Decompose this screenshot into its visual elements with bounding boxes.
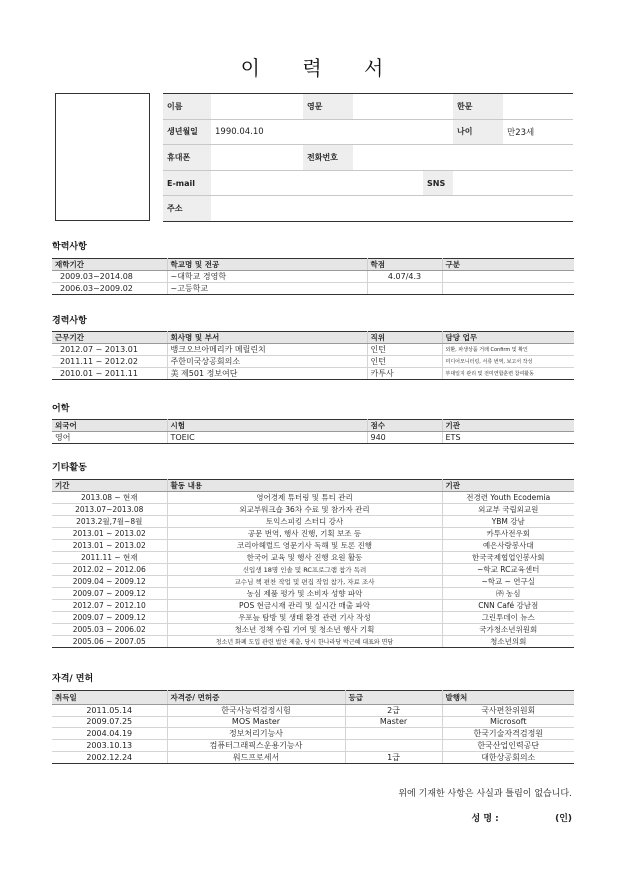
career-duty: 부대일지 관리 및 전미연합훈련 참여활동	[442, 368, 574, 380]
license-grade: 1급	[345, 751, 442, 763]
declaration-text: 위에 기재한 사항은 사실과 틀림이 없습니다.	[398, 789, 572, 799]
license-grade	[345, 739, 442, 751]
table-row	[52, 528, 574, 540]
table-row	[52, 344, 574, 356]
col-header: 발행처	[442, 691, 574, 705]
language-heading: 어학	[52, 404, 70, 414]
info-row-birth	[163, 119, 573, 145]
language-score: 940	[367, 432, 442, 444]
phone-value	[353, 145, 573, 171]
license-issuer: 한국산업인력공단	[442, 739, 574, 751]
table-row	[52, 540, 574, 552]
license-issuer: Microsoft	[442, 717, 574, 728]
activity-content: 신입생 18명 인솔 및 RC프로그램 참가 독려	[167, 564, 442, 576]
mobile-label: 휴대폰	[163, 145, 211, 171]
info-row-email	[163, 170, 573, 196]
activity-agency: 전경련 Youth Ecodemia	[442, 492, 574, 504]
age-label: 나이	[453, 119, 503, 145]
table-row	[52, 283, 574, 295]
license-date: 2004.04.19	[52, 727, 167, 739]
sns-value	[453, 170, 573, 196]
activity-content: 공문 번역, 행사 진행, 기획 보조 등	[167, 528, 442, 540]
activity-period: 2011.11 ~ 현재	[52, 552, 167, 564]
education-period: 2009.03~2014.08	[52, 271, 167, 283]
phone-label: 전화번호	[303, 145, 353, 171]
table-row	[52, 552, 574, 564]
table-row	[52, 356, 574, 368]
education-period: 2006.03~2009.02	[52, 283, 167, 295]
table-row	[52, 717, 574, 728]
education-table	[52, 258, 574, 295]
education-header-row	[52, 259, 574, 271]
activity-agency: 예은사랑봉사대	[442, 540, 574, 552]
table-row	[52, 576, 574, 588]
license-name: 한국사능력검정시험	[167, 705, 345, 717]
licenses-header-row	[52, 691, 574, 705]
career-table	[52, 331, 574, 380]
career-header-row	[52, 332, 574, 344]
career-position: 카투사	[367, 368, 442, 380]
activity-period: 2013.08 ~ 현재	[52, 492, 167, 504]
license-issuer: 한국기술자격검정원	[442, 727, 574, 739]
seal-mark: (인)	[555, 814, 572, 824]
career-company: 주한미국상공회의소	[167, 356, 367, 368]
licenses-table	[52, 690, 574, 764]
activity-agency: 그린투데이 뉴스	[442, 612, 574, 624]
license-name: 컴퓨터그래픽스운용기능사	[167, 739, 345, 751]
address-label: 주소	[163, 196, 211, 222]
language-table	[52, 419, 574, 444]
education-gpa: 4.07/4.3	[367, 271, 442, 283]
col-header: 근무기간	[52, 332, 167, 344]
license-grade: Master	[345, 717, 442, 728]
activity-agency: 국가청소년위원회	[442, 624, 574, 636]
col-header: 직위	[367, 332, 442, 344]
table-row	[52, 588, 574, 600]
license-date: 2002.12.24	[52, 751, 167, 763]
career-period: 2011.11 ~ 2012.02	[52, 356, 167, 368]
license-name: 워드프로세서	[167, 751, 345, 763]
table-row	[52, 368, 574, 380]
col-header: 취득일	[52, 691, 167, 705]
activity-agency: ~학교 RC교육센터	[442, 564, 574, 576]
activity-period: 2005.03 ~ 2006.02	[52, 624, 167, 636]
signature-line	[400, 811, 572, 824]
activities-table	[52, 479, 574, 648]
email-value	[211, 170, 423, 196]
career-period: 2012.07 ~ 2013.01	[52, 344, 167, 356]
activity-content: 농심 제품 평가 및 소비자 성향 파악	[167, 588, 442, 600]
activity-content: 코리아헤럴드 영문기사 독해 및 토론 진행	[167, 540, 442, 552]
activity-agency: 외교부 국립외교원	[442, 504, 574, 516]
table-row	[52, 612, 574, 624]
career-company: 뱅크오브아메리카 메릴린치	[167, 344, 367, 356]
activity-period: 2013.01 ~ 2013.02	[52, 528, 167, 540]
license-grade: 2급	[345, 705, 442, 717]
english-name-value	[353, 94, 453, 120]
activity-agency: ㈜ 농심	[442, 588, 574, 600]
education-heading: 학력사항	[52, 242, 87, 252]
activity-agency: 한국국제협업인봉사회	[442, 552, 574, 564]
licenses-heading: 자격/ 면허	[52, 674, 94, 684]
education-school: ~대학교 경영학	[167, 271, 367, 283]
name-value	[211, 94, 303, 120]
sns-label: SNS	[423, 170, 453, 196]
license-name: MOS Master	[167, 717, 345, 728]
license-date: 2011.05.14	[52, 705, 167, 717]
table-row	[52, 492, 574, 504]
license-name: 정보처리기능사	[167, 727, 345, 739]
name-label: 이름	[163, 94, 211, 120]
career-heading: 경력사항	[52, 316, 87, 326]
activities-header-row	[52, 480, 574, 492]
col-header: 점수	[367, 420, 442, 432]
table-row	[52, 636, 574, 648]
activity-agency: ~학교 ~ 연구실	[442, 576, 574, 588]
education-type	[442, 283, 574, 295]
table-row	[52, 600, 574, 612]
activity-period: 2005.06 ~ 2007.05	[52, 636, 167, 648]
col-header: 외국어	[52, 420, 167, 432]
language-agency: ETS	[442, 432, 574, 444]
mobile-value	[211, 145, 303, 171]
col-header: 활동 내용	[167, 480, 442, 492]
activity-period: 2013.01 ~ 2013.02	[52, 540, 167, 552]
info-row-phone	[163, 145, 573, 171]
activity-period: 2009.04 ~ 2009.12	[52, 576, 167, 588]
activity-agency: 청소년의회	[442, 636, 574, 648]
col-header: 재학기간	[52, 259, 167, 271]
table-row	[52, 739, 574, 751]
career-company: 美 제501 정보여단	[167, 368, 367, 380]
license-grade	[345, 727, 442, 739]
col-header: 담당 업무	[442, 332, 574, 344]
activity-content: 영어경제 튜터링 및 튜티 관리	[167, 492, 442, 504]
hanja-name-label: 한문	[453, 94, 503, 120]
col-header: 학점	[367, 259, 442, 271]
activity-agency: CNN Café 강남점	[442, 600, 574, 612]
career-duty: 미디어모니터링, 서류 번역, 보고서 작성	[442, 356, 574, 368]
table-row	[52, 705, 574, 717]
col-header: 회사명 및 부서	[167, 332, 367, 344]
language-header-row	[52, 420, 574, 432]
activity-content: 우포늪 탐방 및 생태 환경 관련 기사 작성	[167, 612, 442, 624]
activity-period: 2009.07 ~ 2009.12	[52, 612, 167, 624]
activity-agency: 카투사전우회	[442, 528, 574, 540]
activity-content: POS 현금시재 관리 및 실시간 매출 파악	[167, 600, 442, 612]
table-row	[52, 751, 574, 763]
license-date: 2003.10.13	[52, 739, 167, 751]
activity-period: 2012.02 ~ 2012.06	[52, 564, 167, 576]
table-row	[52, 624, 574, 636]
birth-value: 1990.04.10	[211, 119, 453, 145]
table-row	[52, 432, 574, 444]
col-header: 시험	[167, 420, 367, 432]
activity-period: 2009.07 ~ 2009.12	[52, 588, 167, 600]
info-row-address	[163, 196, 573, 222]
col-header: 기관	[442, 420, 574, 432]
table-row	[52, 271, 574, 283]
career-period: 2010.01 ~ 2011.11	[52, 368, 167, 380]
col-header: 자격증/ 면허증	[167, 691, 345, 705]
license-issuer: 국사편찬위원회	[442, 705, 574, 717]
info-row-name	[163, 94, 573, 120]
birth-label: 생년월일	[163, 119, 211, 145]
activity-content: 청소년 화폐 도입 관련 법안 제출, 당시 한나라당 박근혜 대표와 면담	[167, 636, 442, 648]
activities-heading: 기타활동	[52, 463, 87, 473]
hanja-name-value	[503, 94, 573, 120]
language-name: 영어	[52, 432, 167, 444]
license-date: 2009.07.25	[52, 717, 167, 728]
col-header: 학교명 및 전공	[167, 259, 367, 271]
photo-box	[55, 93, 150, 221]
activity-content: 토익스피킹 스터디 강사	[167, 516, 442, 528]
col-header: 기관	[442, 480, 574, 492]
activity-agency: YBM 강남	[442, 516, 574, 528]
education-school: ~고등학교	[167, 283, 367, 295]
activity-period: 2013.07~2013.08	[52, 504, 167, 516]
education-type	[442, 271, 574, 283]
basic-info-table	[163, 93, 573, 222]
col-header: 등급	[345, 691, 442, 705]
signature-label: 성 명 :	[471, 814, 499, 824]
education-gpa	[367, 283, 442, 295]
activity-content: 한국어 교육 및 행사 진행 요원 활동	[167, 552, 442, 564]
col-header: 구분	[442, 259, 574, 271]
activity-content: 청소년 정책 수립 기여 및 청소년 행사 기획	[167, 624, 442, 636]
col-header: 기간	[52, 480, 167, 492]
table-row	[52, 727, 574, 739]
activity-period: 2012.07 ~ 2012.10	[52, 600, 167, 612]
table-row	[52, 504, 574, 516]
address-value	[211, 196, 573, 222]
email-label: E-mail	[163, 170, 211, 196]
career-position: 인턴	[367, 344, 442, 356]
document-title: 이 력 서	[240, 56, 402, 80]
career-position: 인턴	[367, 356, 442, 368]
activity-content: 교수님 책 편찬 작업 및 편집 작업 참가, 자료 조사	[167, 576, 442, 588]
language-test: TOEIC	[167, 432, 367, 444]
age-value: 만23세	[503, 119, 573, 145]
table-row	[52, 564, 574, 576]
career-duty: 외환, 파생상품 거래 Confirm 및 확인	[442, 344, 574, 356]
table-row	[52, 516, 574, 528]
license-issuer: 대한상공회의소	[442, 751, 574, 763]
activity-period: 2013.2월,7월~8월	[52, 516, 167, 528]
activity-content: 외교부워크숍 36차 수료 및 참가자 관리	[167, 504, 442, 516]
english-name-label: 영문	[303, 94, 353, 120]
